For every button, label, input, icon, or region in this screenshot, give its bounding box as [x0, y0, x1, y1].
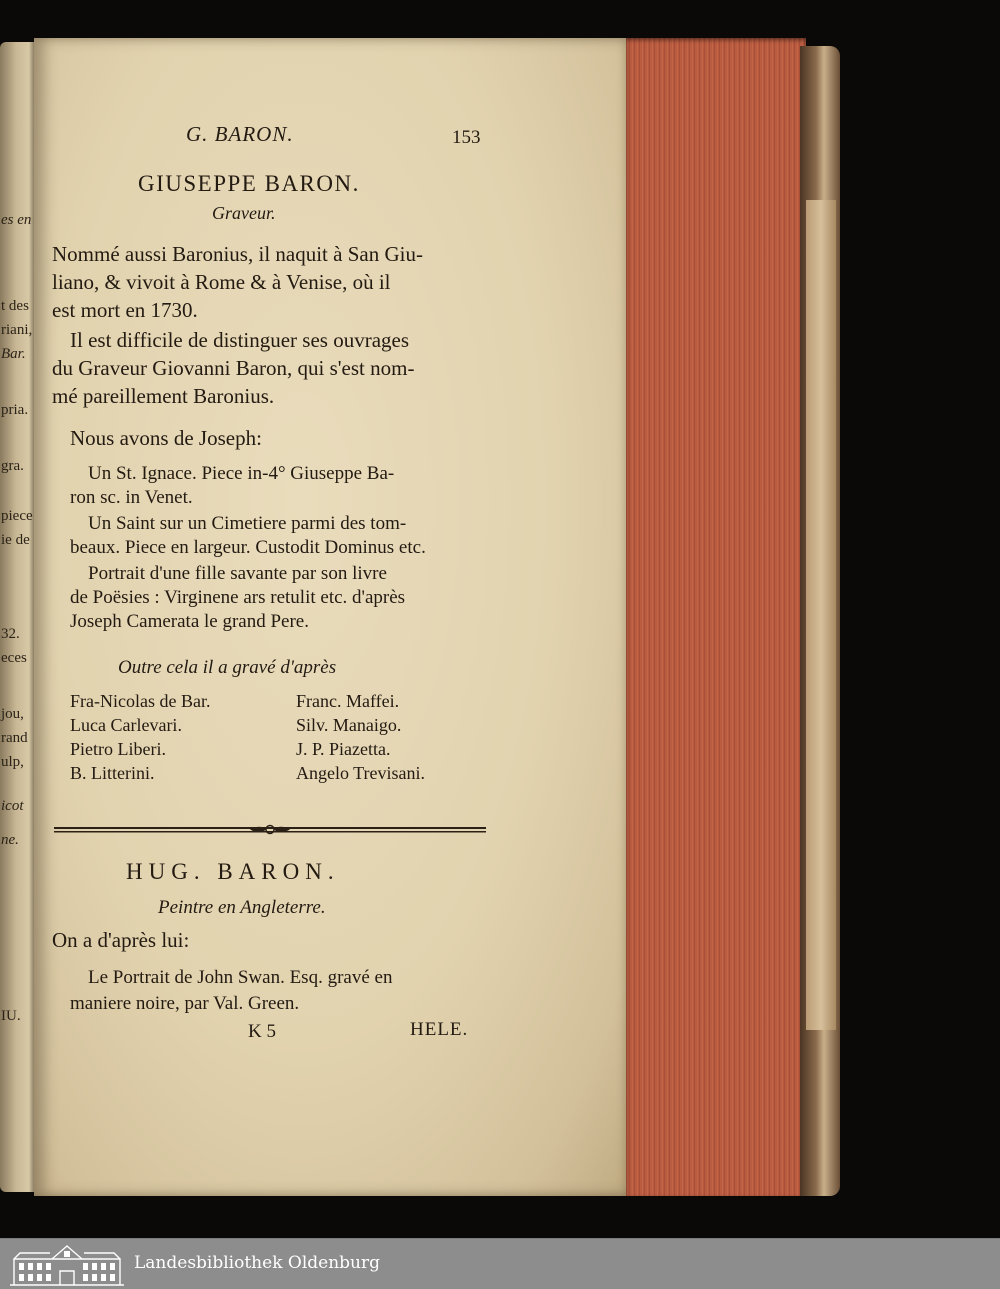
- entry-title: GIUSEPPE BARON.: [138, 171, 360, 196]
- left-page-text: 32.: [1, 626, 20, 642]
- work-line: Un St. Ignace. Piece in-4° Giuseppe Ba-: [88, 463, 395, 484]
- left-page-text: ie de: [1, 532, 30, 548]
- after-heading: Outre cela il a gravé d'après: [118, 657, 337, 678]
- institution-name: Landesbibliothek Oldenburg: [134, 1253, 381, 1273]
- work-line: maniere noire, par Val. Green.: [70, 993, 300, 1014]
- left-page-text: es en: [1, 212, 32, 228]
- left-page-text: IU.: [1, 1008, 21, 1024]
- artist-name: Luca Carlevari.: [70, 715, 182, 735]
- note-line: du Graveur Giovanni Baron, qui s'est nom-: [52, 356, 415, 380]
- work-line: Le Portrait de John Swan. Esq. gravé en: [88, 967, 393, 988]
- work-line: de Poësies : Virginene ars retulit etc. d'après: [70, 587, 406, 608]
- artist-name: B. Litterini.: [70, 763, 155, 783]
- artist-name: Silv. Manaigo.: [296, 715, 402, 735]
- bio-line: est mort en 1730.: [52, 298, 198, 322]
- entry-role: Graveur.: [212, 203, 276, 223]
- left-page-text: t des: [1, 298, 29, 314]
- left-page-text: icot: [1, 798, 24, 814]
- cover-board: [806, 200, 836, 1030]
- entry-title: HUG. BARON.: [126, 859, 340, 884]
- note-line: Il est difficile de distinguer ses ouvrages: [70, 328, 410, 352]
- left-page-text: eces: [1, 650, 27, 666]
- left-page-text: ne.: [1, 832, 19, 848]
- left-page-text: Bar.: [1, 346, 26, 362]
- signature-mark: K 5: [248, 1021, 276, 1042]
- left-page-text: pria.: [1, 402, 29, 418]
- work-line: Joseph Camerata le grand Pere.: [70, 611, 309, 632]
- left-page-text: rand: [1, 730, 28, 746]
- page-number: 153: [452, 127, 481, 148]
- catchword: HELE.: [410, 1019, 469, 1040]
- left-page-text: ulp,: [1, 754, 24, 770]
- footer-bar: [0, 1238, 1000, 1289]
- work-line: ron sc. in Venet.: [70, 487, 193, 508]
- left-page-text: riani,: [1, 322, 33, 338]
- artist-name: Angelo Trevisani.: [296, 763, 426, 783]
- left-page-fragment: [0, 42, 36, 1192]
- left-page-text: gra.: [1, 458, 24, 474]
- bio-line: Nommé aussi Baronius, il naquit à San Giu-: [52, 242, 423, 266]
- artist-name: Franc. Maffei.: [296, 691, 400, 711]
- work-line: Un Saint sur un Cimetiere parmi des tom-: [88, 513, 407, 534]
- artist-name: J. P. Piazetta.: [296, 739, 391, 759]
- bio-line: liano, & vivoit à Rome & à Venise, où il: [52, 270, 391, 294]
- works-heading: On a d'après lui:: [52, 928, 190, 952]
- entry-role: Peintre en Angleterre.: [158, 897, 326, 918]
- page-edges: [626, 38, 806, 1196]
- artist-name: Fra-Nicolas de Bar.: [70, 691, 211, 711]
- running-title: G. BARON.: [186, 122, 294, 146]
- ornamental-divider: [54, 824, 486, 836]
- work-line: Portrait d'une fille savante par son livre: [88, 563, 387, 584]
- left-page-text: jou,: [1, 706, 24, 722]
- work-line: beaux. Piece en largeur. Custodit Dominus etc.: [70, 537, 426, 558]
- library-building-logo: [8, 1241, 126, 1287]
- artist-name: Pietro Liberi.: [70, 739, 166, 759]
- note-line: mé pareillement Baronius.: [52, 384, 275, 408]
- works-heading: Nous avons de Joseph:: [70, 426, 262, 450]
- left-page-text: piece: [1, 508, 33, 524]
